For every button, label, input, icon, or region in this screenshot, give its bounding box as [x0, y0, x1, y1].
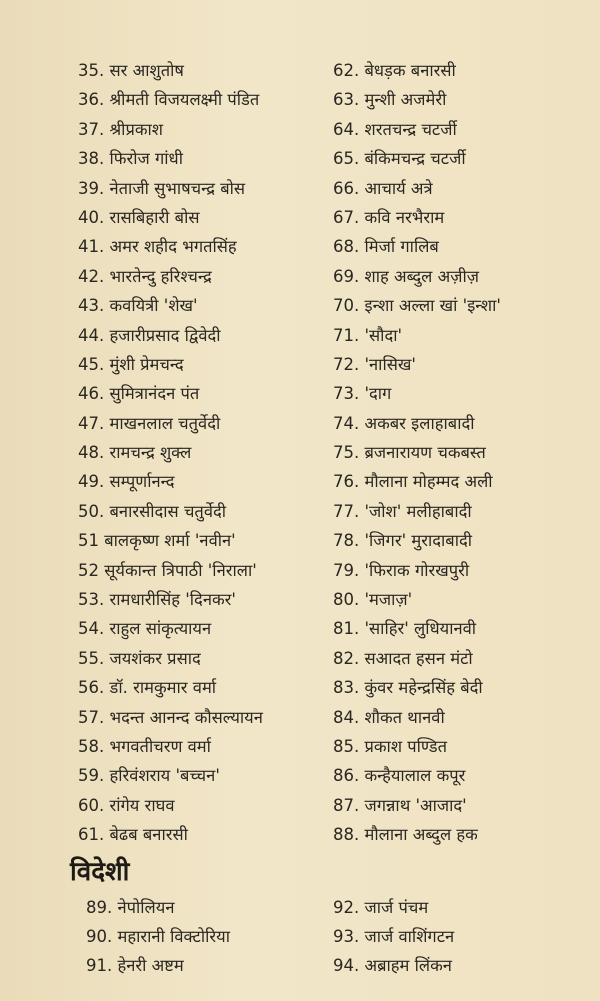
list-item: 81. 'साहिर' लुधियानवी	[333, 619, 477, 639]
list-item: 85. प्रकाश पण्डित	[333, 736, 447, 756]
list-item: 58. भगवतीचरण वर्मा	[78, 736, 211, 756]
list-item: 68. मिर्जा गालिब	[333, 237, 439, 257]
list-item: 59. हरिवंशराय 'बच्चन'	[78, 766, 220, 786]
list-item: 90. महारानी विक्टोरिया	[86, 927, 230, 946]
foreign-right-column	[333, 893, 454, 980]
list-item: 93. जार्ज वाशिंगटन	[333, 927, 455, 946]
list-item: 50. बनारसीदास चतुर्वेदी	[78, 501, 227, 521]
list-item: 55. जयशंकर प्रसाद	[78, 648, 201, 668]
list-item: 70. इन्शा अल्ला खां 'इन्शा'	[333, 296, 501, 316]
list-item: 91. हेनरी अष्टम	[86, 956, 184, 975]
list-item: 64. शरतचन्द्र चटर्जी	[333, 119, 457, 139]
list-item: 42. भारतेन्दु हरिश्चन्द्र	[78, 266, 212, 286]
list-item: 80. 'मजाज़'	[333, 590, 413, 610]
list-item: 87. जगन्नाथ 'आजाद'	[333, 795, 467, 815]
list-item: 53. रामधारीसिंह 'दिनकर'	[78, 590, 236, 610]
list-item: 86. कन्हैयालाल कपूर	[333, 766, 466, 786]
list-item: 40. रासबिहारी बोस	[78, 207, 200, 227]
list-item: 71. 'सौदा'	[333, 325, 403, 345]
list-item: 72. 'नासिख'	[333, 354, 416, 374]
list-item: 49. सम्पूर्णानन्द	[78, 472, 175, 492]
list-item: 56. डॉ. रामकुमार वर्मा	[78, 678, 217, 698]
list-item: 63. मुन्शी अजमेरी	[333, 90, 447, 110]
list-item: 73. 'दाग	[333, 384, 392, 404]
list-item: 77. 'जोश' मलीहाबादी	[333, 501, 472, 521]
list-item: 47. माखनलाल चतुर्वेदी	[78, 413, 221, 433]
list-item: 37. श्रीप्रकाश	[78, 119, 163, 139]
list-item: 60. रांगेय राघव	[78, 795, 175, 815]
list-item: 46. सुमित्रानंदन पंत	[78, 384, 200, 404]
list-item: 69. शाह अब्दुल अज़ीज़	[333, 266, 479, 286]
list-item: 61. बेढब बनारसी	[78, 825, 188, 845]
list-item: 89. नेपोलियन	[86, 898, 175, 917]
list-item: 48. रामचन्द्र शुक्ल	[78, 443, 192, 463]
list-item: 94. अब्राहम लिंकन	[333, 956, 452, 975]
list-item: 38. फिरोज गांधी	[78, 149, 183, 169]
list-item: 43. कवयित्री 'शेख'	[78, 296, 198, 316]
list-item: 52 सूर्यकान्त त्रिपाठी 'निराला'	[78, 560, 257, 580]
list-item: 75. ब्रजनारायण चकबस्त	[333, 443, 486, 463]
list-item: 66. आचार्य अत्रे	[333, 178, 433, 198]
list-item: 51 बालकृष्ण शर्मा 'नवीन'	[78, 531, 236, 551]
list-item: 83. कुंवर महेन्द्रसिंह बेदी	[333, 678, 483, 698]
list-item: 92. जार्ज पंचम	[333, 898, 429, 917]
list-item: 74. अकबर इलाहाबादी	[333, 413, 475, 433]
list-item: 41. अमर शहीद भगतसिंह	[78, 237, 237, 257]
list-item: 62. बेधड़क बनारसी	[333, 61, 456, 80]
list-item: 35. सर आशुतोष	[78, 61, 184, 80]
list-right-column	[333, 56, 501, 850]
list-item: 44. हजारीप्रसाद द्विवेदी	[78, 325, 221, 345]
list-item: 79. 'फिराक गोरखपुरी	[333, 560, 470, 580]
section-heading-foreign: विदेशी	[70, 857, 130, 887]
foreign-left-column	[86, 893, 230, 980]
list-item: 65. बंकिमचन्द्र चटर्जी	[333, 149, 466, 169]
list-item: 57. भदन्त आनन्द कौसल्यायन	[78, 707, 263, 727]
list-item: 39. नेताजी सुभाषचन्द्र बोस	[78, 178, 246, 198]
list-item: 67. कवि नरभैराम	[333, 207, 445, 227]
list-item: 54. राहुल सांकृत्यायन	[78, 619, 212, 639]
list-item: 82. सआदत हसन मंटो	[333, 648, 473, 668]
list-item: 88. मौलाना अब्दुल हक	[333, 825, 478, 845]
list-item: 45. मुंशी प्रेमचन्द	[78, 354, 184, 374]
list-item: 76. मौलाना मोहम्मद अली	[333, 472, 493, 492]
list-left-column	[78, 56, 263, 850]
list-item: 78. 'जिगर' मुरादाबादी	[333, 531, 473, 551]
list-item: 36. श्रीमती विजयलक्ष्मी पंडित	[78, 90, 260, 110]
list-item: 84. शौकत थानवी	[333, 707, 445, 727]
